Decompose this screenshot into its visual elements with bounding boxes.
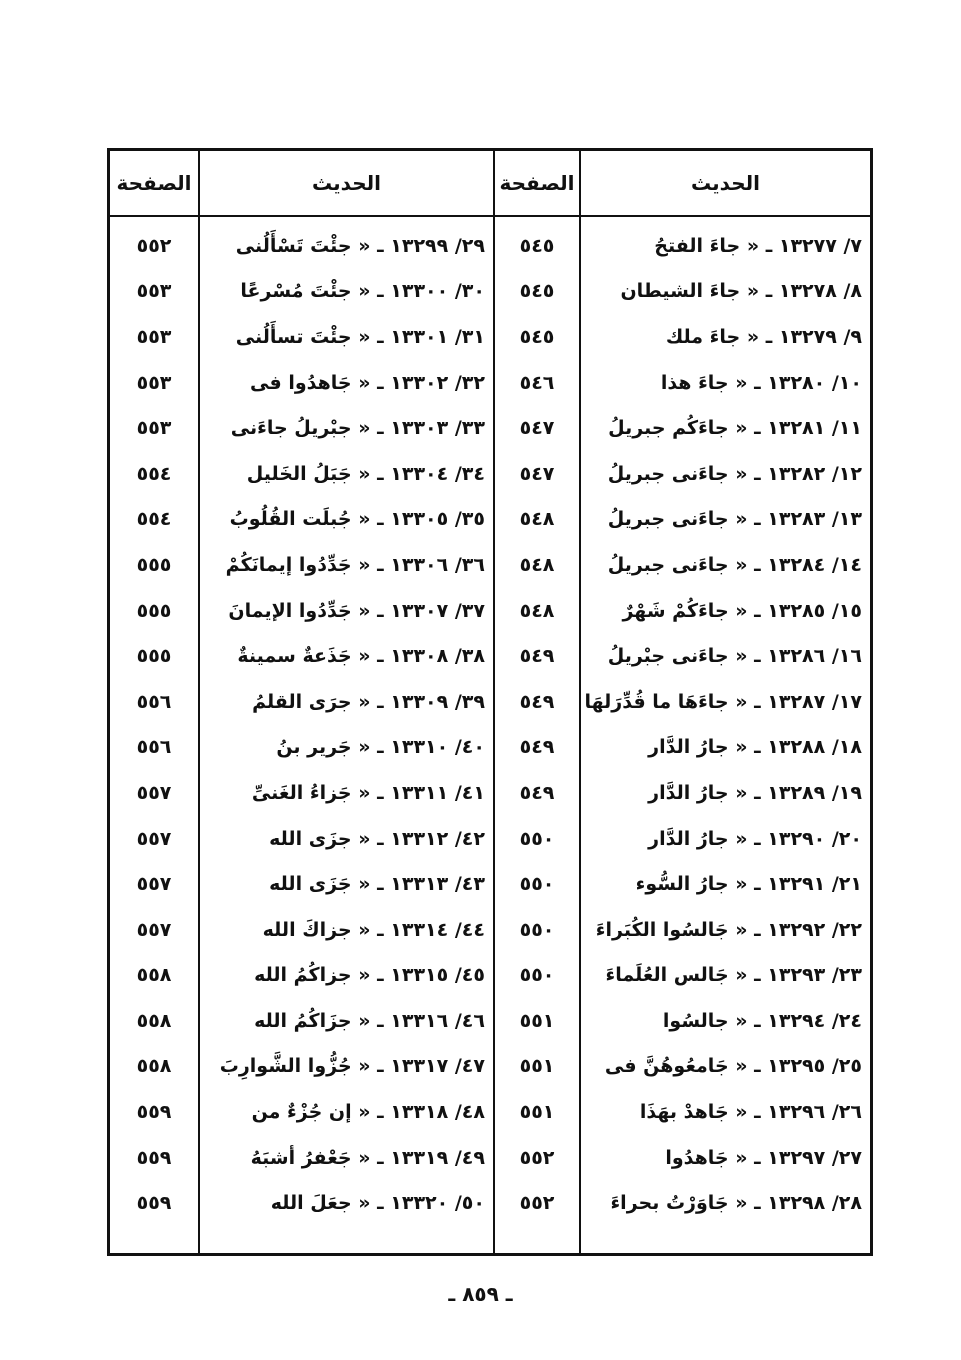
hadith-entry: ٣٧/ ١٣٣٠٧ ـ « جَدِّدُوا الإيمانَ <box>228 599 485 622</box>
left-page-column <box>110 151 200 1253</box>
hadith-entry: ٣٨/ ١٣٣٠٨ ـ « جَذَعةٌ سمينةٌ <box>237 645 485 668</box>
page-ref: ٥٥٨ <box>136 1055 172 1078</box>
hadith-entry: ١٤/ ١٣٢٨٤ ـ « جاءَنى جبريلُ <box>607 553 862 576</box>
hadith-entry: ١٠/ ١٣٢٨٠ ـ « جاءَ هذا <box>660 371 862 394</box>
hadith-entry: ٣٢/ ١٣٣٠٢ ـ « جَاهدُوا فى <box>250 371 485 394</box>
hadith-entry: ٣١/ ١٣٣٠١ ـ « جئْتَ تسأَلُنى <box>235 325 485 348</box>
page-ref: ٥٥٤ <box>136 462 172 485</box>
left-hadith-list <box>200 223 493 1226</box>
hadith-entry: ١٩/ ١٣٢٨٩ ـ « جارُ الدَّار <box>648 781 862 804</box>
page-ref: ٥٥٤ <box>136 508 172 531</box>
page-ref: ٥٤٨ <box>519 508 555 531</box>
hadith-entry: ٣٦/ ١٣٣٠٦ ـ « جَدِّدُوا إيمانَكُمْ <box>225 553 485 576</box>
hadith-entry: ٢٨/ ١٣٢٩٨ ـ « جَاوَرْتُ بحراءَ <box>610 1192 862 1215</box>
page-ref: ٥٥٠ <box>519 873 555 896</box>
left-hadith-header: الحديث <box>200 151 493 217</box>
page-ref: ٥٥٣ <box>136 417 172 440</box>
page-ref: ٥٥٢ <box>519 1146 555 1169</box>
page-ref: ٥٤٩ <box>519 781 555 804</box>
page-ref: ٥٥٢ <box>519 1192 555 1215</box>
page-ref: ٥٥٠ <box>519 827 555 850</box>
page-number: ـ ٨٥٩ ـ <box>448 1282 513 1306</box>
right-hadith-column <box>581 151 870 1253</box>
page-ref: ٥٤٨ <box>519 599 555 622</box>
hadith-entry: ٣٥/ ١٣٣٠٥ ـ « جُبلَت القُلُوبُ <box>229 508 485 531</box>
hadith-entry: ٩/ ١٣٢٧٩ ـ « جاءَ ملك <box>665 325 862 348</box>
right-page-column <box>495 151 581 1253</box>
page-ref: ٥٥٦ <box>136 690 172 713</box>
page-ref: ٥٥٩ <box>136 1192 172 1215</box>
right-hadith-header: الحديث <box>581 151 870 217</box>
page-ref: ٥٥٧ <box>136 918 172 941</box>
page-ref: ٥٥٨ <box>136 1009 172 1032</box>
page-ref: ٥٥١ <box>519 1101 555 1124</box>
page-ref: ٥٤٩ <box>519 736 555 759</box>
page-ref: ٥٤٩ <box>519 690 555 713</box>
left-page-header: الصفحة <box>110 151 198 217</box>
left-page-list <box>110 223 198 1226</box>
hadith-entry: ٤٠/ ١٣٣١٠ ـ « جَرير بنُ <box>276 736 485 759</box>
page-ref: ٥٥٣ <box>136 325 172 348</box>
hadith-entry: ٧/ ١٣٢٧٧ ـ « جاءَ الفتحُ <box>654 234 862 257</box>
hadith-entry: ١١/ ١٣٢٨١ ـ « جاءَكُم جبريلُ <box>608 417 862 440</box>
hadith-entry: ٢٦/ ١٣٢٩٦ ـ « جَاهدْ بهَذَا <box>639 1101 862 1124</box>
page-ref: ٥٥٣ <box>136 371 172 394</box>
right-hadith-list <box>581 223 870 1226</box>
page-ref: ٥٥١ <box>519 1009 555 1032</box>
right-page-list <box>495 223 579 1226</box>
hadith-entry: ٤٧/ ١٣٣١٧ ـ « جُزُّوا الشَّوارِبَ <box>219 1055 485 1078</box>
hadith-entry: ٢٤/ ١٣٢٩٤ ـ « جالسُوا <box>662 1009 862 1032</box>
page-ref: ٥٥٢ <box>136 234 172 257</box>
page-ref: ٥٥٦ <box>136 736 172 759</box>
hadith-entry: ١٨/ ١٣٢٨٨ ـ « جارُ الدَّار <box>648 736 862 759</box>
page-ref: ٥٥٩ <box>136 1101 172 1124</box>
hadith-entry: ٢٩/ ١٣٢٩٩ ـ « جئْتَ تَسْأَلُنى <box>235 234 485 257</box>
page-ref: ٥٥٥ <box>136 645 172 668</box>
hadith-entry: ٢١/ ١٣٢٩١ ـ « جارُ السُّوء <box>635 873 862 896</box>
hadith-entry: ١٦/ ١٣٢٨٦ ـ « جاءَنى جبْريلُ <box>607 645 862 668</box>
page-ref: ٥٥٥ <box>136 599 172 622</box>
page-ref: ٥٥٣ <box>136 280 172 303</box>
hadith-entry: ٢٣/ ١٣٢٩٣ ـ « جَالس العُلَماءَ <box>605 964 862 987</box>
hadith-entry: ٤٥/ ١٣٣١٥ ـ « جزاكُمُ الله <box>254 964 485 987</box>
page-ref: ٥٥٠ <box>519 918 555 941</box>
page-ref: ٥٤٧ <box>519 417 555 440</box>
hadith-entry: ٤٦/ ١٣٣١٦ ـ « جزَاكُمُ الله <box>254 1009 485 1032</box>
hadith-entry: ٤٢/ ١٣٣١٢ ـ « جزَى الله <box>269 827 485 850</box>
page-ref: ٥٤٥ <box>519 325 555 348</box>
hadith-entry: ٣٤/ ١٣٣٠٤ ـ « جَبَلُ الخَليل <box>246 462 485 485</box>
hadith-entry: ٤٣/ ١٣٣١٣ ـ « جَزَى الله <box>269 873 485 896</box>
hadith-entry: ٤٤/ ١٣٣١٤ ـ « جزاكَ الله <box>262 918 485 941</box>
hadith-entry: ٢٢/ ١٣٢٩٢ ـ « جَالسُوا الكُبَراءَ <box>595 918 862 941</box>
page-ref: ٥٤٥ <box>519 234 555 257</box>
hadith-entry: ٢٥/ ١٣٢٩٥ ـ « جَامعُوهُنَّ فى <box>604 1055 862 1078</box>
page-ref: ٥٤٨ <box>519 553 555 576</box>
hadith-entry: ٢٧/ ١٣٢٩٧ ـ « جَاهدُوا <box>665 1146 862 1169</box>
page-ref: ٥٥١ <box>519 1055 555 1078</box>
page-ref: ٥٥٥ <box>136 553 172 576</box>
hadith-entry: ١٧/ ١٣٢٨٧ ـ « جاءَهَا ما قُدِّرَلهَا <box>584 690 862 713</box>
page-ref: ٥٥٧ <box>136 827 172 850</box>
hadith-entry: ١٣/ ١٣٢٨٣ ـ « جاءَنى جبريلُ <box>607 508 862 531</box>
hadith-entry: ٣٣/ ١٣٣٠٣ ـ « جبْريلُ جاءَنى <box>230 417 485 440</box>
page-ref: ٥٥٧ <box>136 873 172 896</box>
page-ref: ٥٤٥ <box>519 280 555 303</box>
hadith-entry: ١٥/ ١٣٢٨٥ ـ « جاءَكُمْ شَهْرٌ <box>622 599 862 622</box>
hadith-entry: ٤٨/ ١٣٣١٨ ـ « إن جُزْءٌ من <box>251 1101 485 1124</box>
page-ref: ٥٥٠ <box>519 964 555 987</box>
left-hadith-column <box>200 151 495 1253</box>
page-ref: ٥٤٦ <box>519 371 555 394</box>
index-table <box>107 148 873 1256</box>
hadith-entry: ٨/ ١٣٢٧٨ ـ « جاءَ الشيطان <box>620 280 862 303</box>
hadith-entry: ٥٠/ ١٣٣٢٠ ـ « جعَلَ الله <box>270 1192 485 1215</box>
hadith-entry: ٤٩/ ١٣٣١٩ ـ « جَعْفرُ أشبَهُ <box>250 1146 485 1169</box>
page-ref: ٥٤٩ <box>519 645 555 668</box>
page-ref: ٥٥٧ <box>136 781 172 804</box>
page-ref: ٥٥٩ <box>136 1146 172 1169</box>
page-ref: ٥٥٨ <box>136 964 172 987</box>
hadith-entry: ٣٩/ ١٣٣٠٩ ـ « جرَى القلمُ <box>252 690 485 713</box>
hadith-entry: ٤١/ ١٣٣١١ ـ « جَزاءُ الغَنىِّ <box>251 781 485 804</box>
page-ref: ٥٤٧ <box>519 462 555 485</box>
right-page-header: الصفحة <box>495 151 579 217</box>
hadith-entry: ٢٠/ ١٣٢٩٠ ـ « جارُ الدَّار <box>648 827 862 850</box>
hadith-entry: ٣٠/ ١٣٣٠٠ ـ « جئْتَ مُسْرعًا <box>240 280 485 303</box>
hadith-entry: ١٢/ ١٣٢٨٢ ـ « جاءَنى جبريلُ <box>607 462 862 485</box>
